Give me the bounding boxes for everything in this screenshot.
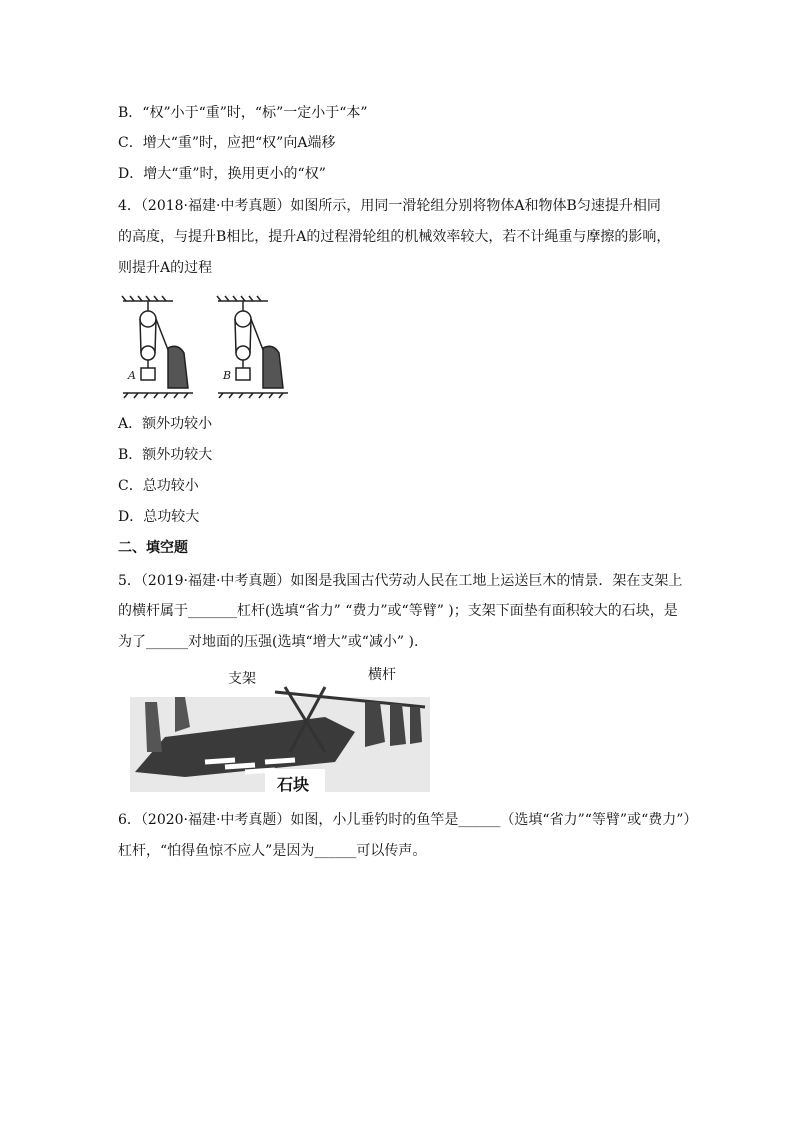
q4-text-line: 4．（2018·福建·中考真题）如图所示，用同一滑轮组分别将物体A和物体B匀速提升相同	[118, 198, 661, 214]
q3-option-c: C．增大“重”时，应把“权”向A端移	[118, 135, 336, 151]
label-crossbar: 横杆	[368, 667, 396, 683]
log-transport-figure	[125, 662, 435, 797]
q5-text-line: 5．（2019·福建·中考真题）如图是我国古代劳动人民在工地上运送巨木的情景．架在支架上	[118, 573, 683, 589]
q6-text-line: 6．（2020·福建·中考真题）如图，小儿垂钓时的鱼竿是______（选填“省力”“等臂”或“费力”）	[118, 812, 698, 828]
q4-text-line: 则提升A的过程	[118, 260, 213, 276]
pulley-figure	[118, 293, 293, 408]
pulley-setup-b	[217, 296, 288, 398]
label-stone: 石块	[277, 775, 310, 794]
q4-option-d: D．总功较大	[118, 509, 200, 525]
q4-option-c: C．总功较小	[118, 478, 199, 494]
q6-text-line: 杠杆，“怕得鱼惊不应人”是因为______可以传声。	[118, 843, 427, 859]
q5-text-line: 为了______对地面的压强(选填“增大”或“减小” ).	[118, 634, 419, 650]
q3-option-b: B．“权”小于“重”时，“标”一定小于“本”	[118, 105, 368, 121]
label-a: A	[128, 369, 136, 382]
pulley-setup-a	[122, 296, 193, 398]
q4-option-a: A．额外功较小	[118, 416, 213, 432]
q4-text-line: 的高度，与提升B相比，提升A的过程滑轮组的机械效率较大，若不计绳重与摩擦的影响，	[118, 229, 671, 245]
q4-option-b: B．额外功较大	[118, 447, 213, 463]
section-title: 二、填空题	[118, 540, 188, 556]
label-b: B	[223, 369, 232, 382]
q5-text-line: 的横杆属于_______杠杆(选填“省力” “费力”或“等臂” )；支架下面垫有面积较大的石块，是	[118, 603, 678, 619]
q3-option-d: D．增大“重”时，换用更小的“权”	[118, 166, 326, 182]
label-support: 支架	[228, 671, 256, 687]
